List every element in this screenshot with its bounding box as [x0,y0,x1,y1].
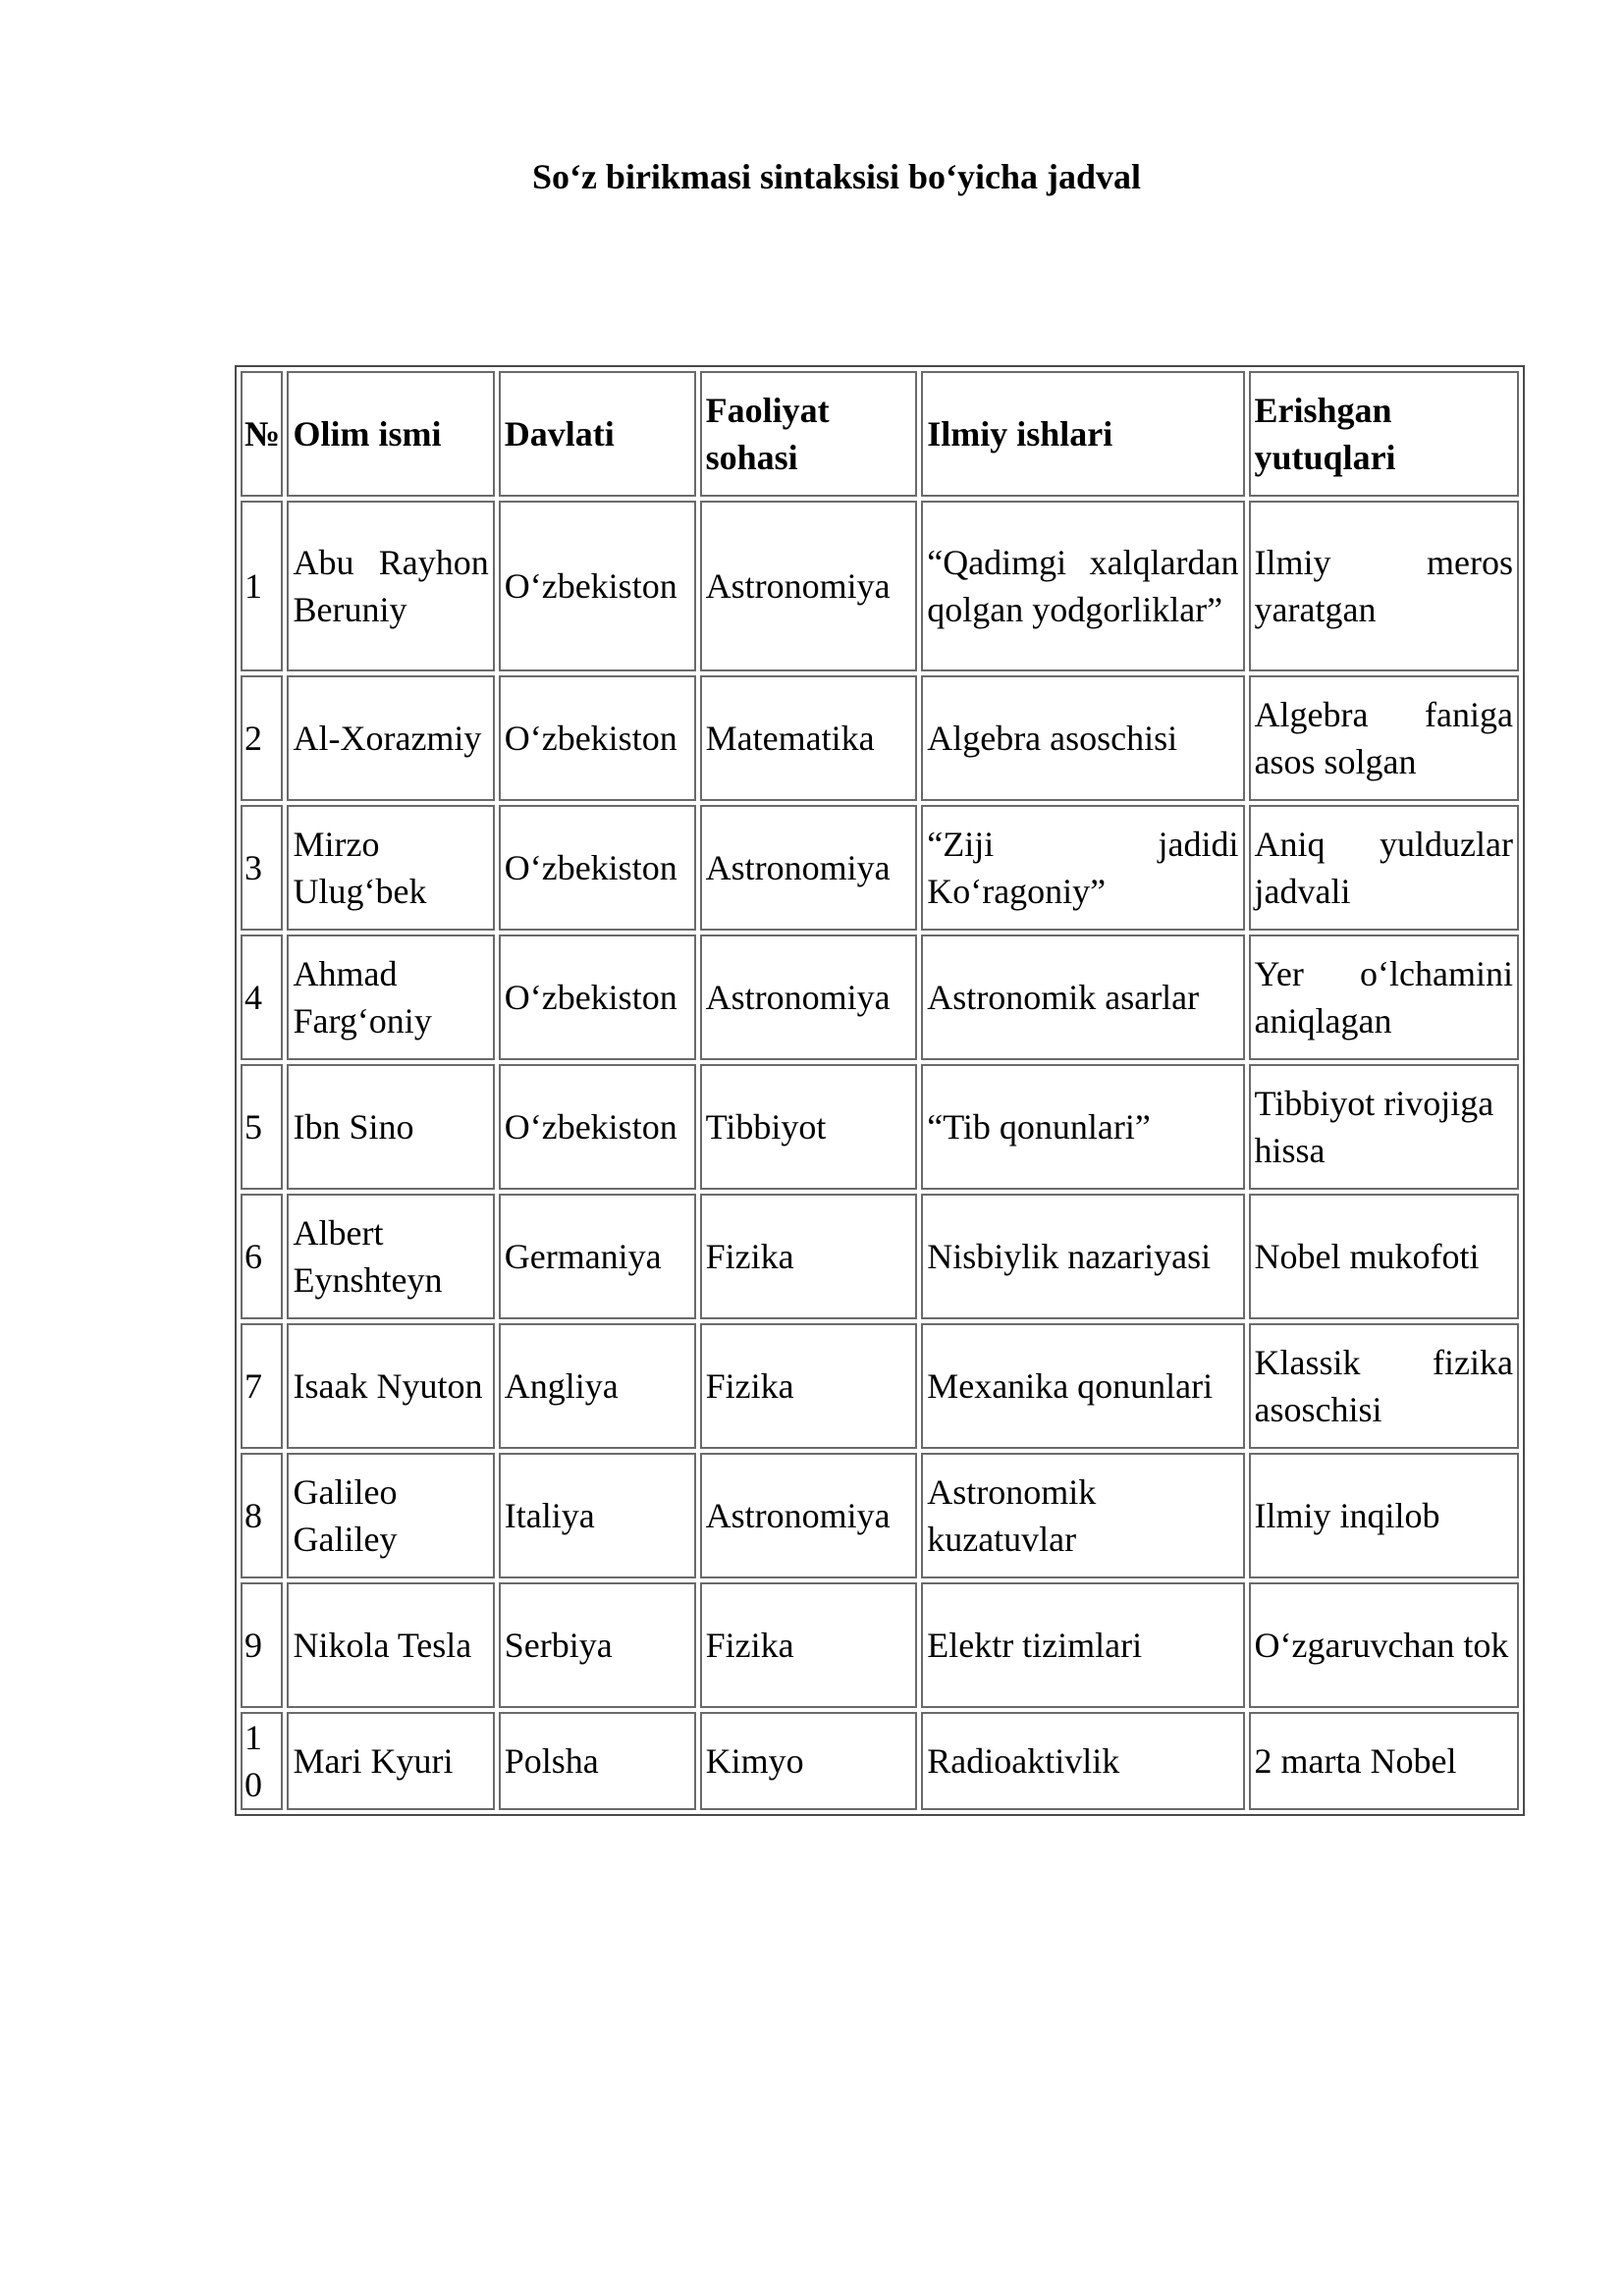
cell-name: Al-Xorazmiy [287,675,494,801]
header-achievements: Erishgan yutuqlari [1249,371,1519,497]
cell-works: Elektr tizimlari [921,1582,1244,1708]
table-row [241,1582,1519,1708]
cell-name: Mirzo Ulug‘bek [287,805,494,931]
page-title: So‘z birikmasi sintaksisi bo‘yicha jadval [531,157,1142,196]
cell-achievements: Ilmiy inqilob [1249,1453,1519,1578]
cell-country: Germaniya [499,1194,696,1319]
cell-field: Fizika [700,1582,918,1708]
table-row [241,675,1519,801]
cell-works: Nisbiylik nazariyasi [921,1194,1244,1319]
cell-number: 1 [241,501,283,671]
cell-works: “Tib qonunlari” [921,1064,1244,1190]
cell-field: Astronomiya [700,934,918,1060]
table-row [241,1453,1519,1578]
cell-country: O‘zbekiston [499,934,696,1060]
cell-field: Astronomiya [700,501,918,671]
cell-works: Astronomik kuzatuvlar [921,1453,1244,1578]
table-row [241,501,1519,671]
cell-achievements: Algebra faniga asos solgan [1249,675,1519,801]
cell-country: Angliya [499,1323,696,1449]
cell-country: O‘zbekiston [499,501,696,671]
cell-field: Astronomiya [700,805,918,931]
table-row [241,1712,1519,1810]
cell-number: 3 [241,805,283,931]
header-number: № [241,371,283,497]
header-field: Faoliyat sohasi [700,371,918,497]
cell-name: Mari Kyuri [287,1712,494,1810]
cell-name: Ibn Sino [287,1064,494,1190]
cell-name: Abu Rayhon Beruniy [287,501,494,671]
cell-works: “Ziji jadidi Ko‘ragoniy” [921,805,1244,931]
cell-works: Radioaktivlik [921,1712,1244,1810]
cell-number: 6 [241,1194,283,1319]
cell-field: Astronomiya [700,1453,918,1578]
cell-name: Ahmad Farg‘oniy [287,934,494,1060]
cell-number: 7 [241,1323,283,1449]
header-name: Olim ismi [287,371,494,497]
cell-name: Isaak Nyuton [287,1323,494,1449]
table-row [241,1323,1519,1449]
cell-field: Fizika [700,1323,918,1449]
cell-achievements: O‘zgaruvchan tok [1249,1582,1519,1708]
cell-works: Algebra asoschisi [921,675,1244,801]
scientists-table [235,365,1525,1816]
table-row [241,1194,1519,1319]
cell-name: Albert Eynshteyn [287,1194,494,1319]
cell-achievements: Aniq yulduzlar jadvali [1249,805,1519,931]
cell-number: 10 [241,1712,283,1810]
cell-number: 5 [241,1064,283,1190]
cell-name: Galileo Galiley [287,1453,494,1578]
cell-country: Polsha [499,1712,696,1810]
cell-achievements: 2 marta Nobel [1249,1712,1519,1810]
table-row [241,934,1519,1060]
table-row [241,805,1519,931]
cell-country: Serbiya [499,1582,696,1708]
cell-number: 2 [241,675,283,801]
cell-field: Matematika [700,675,918,801]
cell-achievements: Nobel mukofoti [1249,1194,1519,1319]
header-country: Davlati [499,371,696,497]
cell-achievements: Tibbiyot rivojiga hissa [1249,1064,1519,1190]
cell-field: Tibbiyot [700,1064,918,1190]
table-header-row [241,371,1519,497]
cell-number: 8 [241,1453,283,1578]
cell-country: O‘zbekiston [499,675,696,801]
cell-name: Nikola Tesla [287,1582,494,1708]
cell-achievements: Yer o‘lchamini aniqlagan [1249,934,1519,1060]
table-row [241,1064,1519,1190]
cell-country: O‘zbekiston [499,1064,696,1190]
cell-country: Italiya [499,1453,696,1578]
cell-country: O‘zbekiston [499,805,696,931]
cell-achievements: Klassik fizika asoschisi [1249,1323,1519,1449]
header-works: Ilmiy ishlari [921,371,1244,497]
cell-works: Mexanika qonunlari [921,1323,1244,1449]
cell-number: 4 [241,934,283,1060]
cell-field: Kimyo [700,1712,918,1810]
cell-works: Astronomik asarlar [921,934,1244,1060]
cell-field: Fizika [700,1194,918,1319]
cell-achievements: Ilmiy meros yaratgan [1249,501,1519,671]
cell-works: “Qadimgi xalqlardan qolgan yodgorliklar” [921,501,1244,671]
cell-number: 9 [241,1582,283,1708]
